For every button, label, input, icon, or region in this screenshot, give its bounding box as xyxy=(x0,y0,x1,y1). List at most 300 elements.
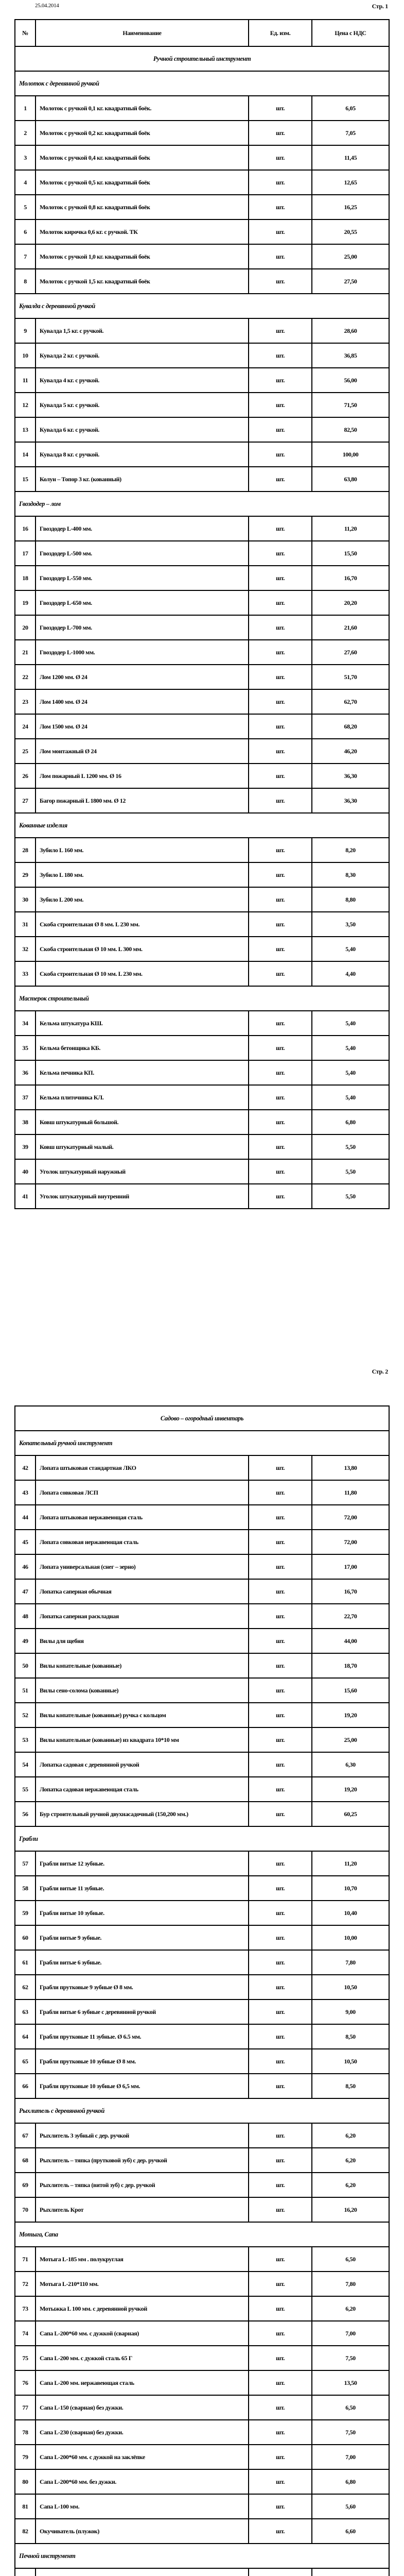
item-name xyxy=(36,2568,249,2576)
item-number: 34 xyxy=(15,1011,36,1036)
table-row xyxy=(15,862,389,887)
item-number: 53 xyxy=(15,1727,36,1752)
item-name: Уголок штукатурный наружный xyxy=(36,1159,249,1184)
item-price: 11,45 xyxy=(312,145,389,170)
item-number: 15 xyxy=(15,467,36,492)
item-name: Молоток с ручкой 0,4 кг. квадратный боёк xyxy=(36,145,249,170)
item-price: 21,60 xyxy=(312,615,389,640)
column-header-name: Наименование xyxy=(36,20,249,46)
document-date: 25.04.2014 xyxy=(35,3,59,9)
item-number: 75 xyxy=(15,2346,36,2370)
item-number: 78 xyxy=(15,2420,36,2445)
table-row xyxy=(15,195,389,219)
item-number: 39 xyxy=(15,1134,36,1159)
item-unit: шт. xyxy=(249,689,312,714)
item-name: Лопатка саперная раскладная xyxy=(36,1604,249,1629)
table-row xyxy=(15,2024,389,2049)
item-unit: шт. xyxy=(249,1975,312,1999)
item-unit: шт. xyxy=(249,121,312,145)
item-name: Багор пожарный L 1800 мм. Ø 12 xyxy=(36,788,249,813)
table-row xyxy=(15,1455,389,1480)
item-unit: шт. xyxy=(249,2173,312,2197)
item-price: 82,50 xyxy=(312,417,389,442)
item-number xyxy=(15,2568,36,2576)
table-row xyxy=(15,566,389,590)
table-row xyxy=(15,2568,389,2576)
item-number: 1 xyxy=(15,96,36,121)
item-number: 14 xyxy=(15,442,36,467)
item-unit: шт. xyxy=(249,788,312,813)
item-name: Ковш штукатурный малый. xyxy=(36,1134,249,1159)
item-price: 60,25 xyxy=(312,1802,389,1826)
item-unit: шт. xyxy=(249,195,312,219)
item-unit: шт. xyxy=(249,1505,312,1530)
table-row xyxy=(15,1752,389,1777)
table-row xyxy=(15,590,389,615)
table-row xyxy=(15,912,389,937)
item-unit: шт. xyxy=(249,764,312,788)
item-price: 16,70 xyxy=(312,566,389,590)
table-row xyxy=(15,516,389,541)
item-number: 32 xyxy=(15,937,36,961)
item-name: Скоба строительная Ø 8 мм. L 230 мм. xyxy=(36,912,249,937)
item-name: Кувалда 5 кг. с ручкой. xyxy=(36,393,249,417)
item-number: 71 xyxy=(15,2247,36,2272)
table-row xyxy=(15,2296,389,2321)
item-name: Лом 1400 мм. Ø 24 xyxy=(36,689,249,714)
item-name: Кувалда 8 кг. с ручкой. xyxy=(36,442,249,467)
table-row xyxy=(15,1530,389,1554)
item-price: 36,30 xyxy=(312,764,389,788)
item-price: 6,20 xyxy=(312,2296,389,2321)
page-number-2: Стр. 2 xyxy=(372,1368,388,1375)
item-name: Молоток с ручкой 1,5 кг. квадратный боёк xyxy=(36,269,249,294)
item-name: Лопата совковая ЛСП xyxy=(36,1480,249,1505)
item-name: Лом 1200 мм. Ø 24 xyxy=(36,665,249,689)
table-row xyxy=(15,541,389,566)
item-unit: шт. xyxy=(249,2296,312,2321)
item-name: Грабли витые 6 зубные с деревянной ручкой xyxy=(36,1999,249,2024)
item-number: 41 xyxy=(15,1184,36,1209)
item-unit: шт. xyxy=(249,2024,312,2049)
item-number: 17 xyxy=(15,541,36,566)
item-number: 5 xyxy=(15,195,36,219)
item-number: 45 xyxy=(15,1530,36,1554)
item-unit: шт. xyxy=(249,1653,312,1678)
item-number: 10 xyxy=(15,343,36,368)
table-row xyxy=(15,1727,389,1752)
item-name: Сапа L-200*60 мм. без дужки. xyxy=(36,2469,249,2494)
item-unit xyxy=(249,2568,312,2576)
item-unit: шт. xyxy=(249,170,312,195)
item-name: Вилы копательные (кованные) ручка с кольцом xyxy=(36,1703,249,1727)
item-name: Вилы сено-солома (кованные) xyxy=(36,1678,249,1703)
item-price: 5,40 xyxy=(312,1060,389,1085)
item-price: 13,80 xyxy=(312,1455,389,1480)
item-unit: шт. xyxy=(249,2494,312,2519)
table-row xyxy=(15,1851,389,1876)
item-number: 72 xyxy=(15,2272,36,2296)
item-unit: шт. xyxy=(249,1530,312,1554)
item-unit: шт. xyxy=(249,1876,312,1901)
item-unit: шт. xyxy=(249,269,312,294)
item-name: Кельма бетонщика КБ. xyxy=(36,1036,249,1060)
table-title-row xyxy=(15,1406,389,1431)
item-price: 6,80 xyxy=(312,2469,389,2494)
item-price: 6,05 xyxy=(312,96,389,121)
item-name: Вилы копательные (кованные) из квадрата 10*10 мм xyxy=(36,1727,249,1752)
item-number: 61 xyxy=(15,1950,36,1975)
item-price: 8,50 xyxy=(312,2074,389,2098)
item-unit: шт. xyxy=(249,714,312,739)
column-header-price: Цена с НДС xyxy=(312,20,389,46)
item-number: 36 xyxy=(15,1060,36,1085)
item-name: Ковш штукатурный большой. xyxy=(36,1110,249,1134)
section-title: Молоток с деревянной ручкой xyxy=(15,71,389,96)
item-price: 100,00 xyxy=(312,442,389,467)
item-price: 10,50 xyxy=(312,1975,389,1999)
item-number: 31 xyxy=(15,912,36,937)
item-name: Молоток с ручкой 0,5 кг. квадратный боёк xyxy=(36,170,249,195)
item-price: 7,00 xyxy=(312,2321,389,2346)
item-name: Сапа L-200*60 мм. с дужкой (сварная) xyxy=(36,2321,249,2346)
item-price: 7,00 xyxy=(312,2445,389,2469)
item-name: Вилы для щебня xyxy=(36,1629,249,1653)
table-row xyxy=(15,2494,389,2519)
item-unit: шт. xyxy=(249,1999,312,2024)
item-name: Кельма плиточника КЛ. xyxy=(36,1085,249,1110)
item-name: Скоба строительная Ø 10 мм. L 300 мм. xyxy=(36,937,249,961)
item-number: 11 xyxy=(15,368,36,393)
table-row xyxy=(15,1036,389,1060)
section-title: Мастерок строительный xyxy=(15,986,389,1011)
table-row xyxy=(15,467,389,492)
item-unit: шт. xyxy=(249,566,312,590)
item-price: 72,00 xyxy=(312,1505,389,1530)
item-name: Грабли прутковые 10 зубные Ø 8 мм. xyxy=(36,2049,249,2074)
item-price: 7,05 xyxy=(312,121,389,145)
section-header-row xyxy=(15,492,389,516)
table-row xyxy=(15,2197,389,2222)
item-price: 5,40 xyxy=(312,1085,389,1110)
item-unit: шт. xyxy=(249,2469,312,2494)
item-number: 38 xyxy=(15,1110,36,1134)
table-row xyxy=(15,1505,389,1530)
item-number: 58 xyxy=(15,1876,36,1901)
item-name: Лопата совковая нержавеющая сталь xyxy=(36,1530,249,1554)
table-row xyxy=(15,1703,389,1727)
table-row xyxy=(15,1876,389,1901)
item-number: 49 xyxy=(15,1629,36,1653)
table-title-row xyxy=(15,46,389,71)
item-price: 7,50 xyxy=(312,2420,389,2445)
section-header-row xyxy=(15,986,389,1011)
item-number: 25 xyxy=(15,739,36,764)
table-row xyxy=(15,665,389,689)
item-name: Кувалда 4 кг. с ручкой. xyxy=(36,368,249,393)
item-name: Гвоздодер L-400 мм. xyxy=(36,516,249,541)
item-number: 76 xyxy=(15,2370,36,2395)
item-name: Скоба строительная Ø 10 мм. L 230 мм. xyxy=(36,961,249,986)
item-unit: шт. xyxy=(249,417,312,442)
item-name: Грабли витые 11 зубные. xyxy=(36,1876,249,1901)
item-unit: шт. xyxy=(249,2247,312,2272)
section-header-row xyxy=(15,2222,389,2247)
item-name: Зубило L 160 мм. xyxy=(36,838,249,862)
table-row xyxy=(15,393,389,417)
table-row xyxy=(15,368,389,393)
item-number: 20 xyxy=(15,615,36,640)
item-unit: шт. xyxy=(249,1184,312,1209)
item-unit: шт. xyxy=(249,739,312,764)
item-name: Лопатка саперная обычная xyxy=(36,1579,249,1604)
item-price: 10,70 xyxy=(312,1876,389,1901)
item-number: 37 xyxy=(15,1085,36,1110)
item-name: Уголок штукатурный внутренний xyxy=(36,1184,249,1209)
item-number: 59 xyxy=(15,1901,36,1925)
item-unit: шт. xyxy=(249,1579,312,1604)
item-number: 48 xyxy=(15,1604,36,1629)
item-unit: шт. xyxy=(249,1777,312,1802)
item-price: 7,80 xyxy=(312,2272,389,2296)
item-name: Сапа L-200*60 мм. с дужкой на заклёпке xyxy=(36,2445,249,2469)
item-price: 27,60 xyxy=(312,640,389,665)
item-unit: шт. xyxy=(249,2395,312,2420)
item-price: 16,20 xyxy=(312,2197,389,2222)
table-row xyxy=(15,1629,389,1653)
item-number: 79 xyxy=(15,2445,36,2469)
item-price: 11,20 xyxy=(312,516,389,541)
table-row xyxy=(15,838,389,862)
table-row xyxy=(15,442,389,467)
table-title: Садово – огородный инвентарь xyxy=(15,1406,389,1431)
table-row xyxy=(15,2445,389,2469)
item-name: Грабли витые 12 зубные. xyxy=(36,1851,249,1876)
table-title: Ручной строительный инструмент xyxy=(15,46,389,71)
item-number: 3 xyxy=(15,145,36,170)
item-number: 81 xyxy=(15,2494,36,2519)
item-unit: шт. xyxy=(249,442,312,467)
item-name: Кельма штукатура КШ. xyxy=(36,1011,249,1036)
item-price: 13,50 xyxy=(312,2370,389,2395)
item-price: 36,30 xyxy=(312,788,389,813)
item-price: 20,20 xyxy=(312,590,389,615)
item-unit: шт. xyxy=(249,2420,312,2445)
table-row xyxy=(15,1777,389,1802)
item-number: 19 xyxy=(15,590,36,615)
section-header-row xyxy=(15,71,389,96)
item-number: 23 xyxy=(15,689,36,714)
item-name: Лопата штыковая нержавеющая сталь xyxy=(36,1505,249,1530)
item-unit: шт. xyxy=(249,318,312,343)
item-price: 5,60 xyxy=(312,2494,389,2519)
item-price: 18,70 xyxy=(312,1653,389,1678)
item-price: 7,80 xyxy=(312,1950,389,1975)
item-name: Рыхлитель – тяпка (витой зуб) с дер. ручкой xyxy=(36,2173,249,2197)
table-row xyxy=(15,1480,389,1505)
item-number: 42 xyxy=(15,1455,36,1480)
item-price: 19,20 xyxy=(312,1777,389,1802)
item-name: Лопатка садовая с деревянной ручкой xyxy=(36,1752,249,1777)
table-row xyxy=(15,269,389,294)
item-price: 22,70 xyxy=(312,1604,389,1629)
item-name: Вилы копательные (кованные) xyxy=(36,1653,249,1678)
item-unit: шт. xyxy=(249,467,312,492)
item-price: 5,50 xyxy=(312,1134,389,1159)
item-price: 63,80 xyxy=(312,467,389,492)
table-row xyxy=(15,145,389,170)
item-number: 7 xyxy=(15,244,36,269)
table-body xyxy=(15,1406,389,2576)
item-unit: шт. xyxy=(249,1901,312,1925)
table-row xyxy=(15,714,389,739)
item-unit: шт. xyxy=(249,590,312,615)
table-row xyxy=(15,1604,389,1629)
item-price: 25,00 xyxy=(312,244,389,269)
item-price: 27,50 xyxy=(312,269,389,294)
section-title: Грабли xyxy=(15,1826,389,1851)
item-price: 5,40 xyxy=(312,1011,389,1036)
item-unit: шт. xyxy=(249,1752,312,1777)
item-unit: шт. xyxy=(249,1480,312,1505)
table-row xyxy=(15,1653,389,1678)
item-name: Кувалда 1,5 кг. с ручкой. xyxy=(36,318,249,343)
item-unit: шт. xyxy=(249,1950,312,1975)
item-number: 51 xyxy=(15,1678,36,1703)
section-title: Копательный ручной инструмент xyxy=(15,1431,389,1455)
table-row xyxy=(15,343,389,368)
table-row xyxy=(15,1159,389,1184)
item-unit: шт. xyxy=(249,2148,312,2173)
item-name: Лопата штыковая стандартная ЛКО xyxy=(36,1455,249,1480)
item-name: Рыхлитель Крот xyxy=(36,2197,249,2222)
item-name: Лом монтажный Ø 24 xyxy=(36,739,249,764)
price-table-page-2 xyxy=(14,1405,390,2576)
item-number: 27 xyxy=(15,788,36,813)
item-name: Кельма печника КП. xyxy=(36,1060,249,1085)
item-name: Грабли прутковые 9 зубные Ø 8 мм. xyxy=(36,1975,249,1999)
item-number: 57 xyxy=(15,1851,36,1876)
item-unit: шт. xyxy=(249,615,312,640)
item-unit: шт. xyxy=(249,1727,312,1752)
table-row xyxy=(15,2519,389,2544)
table-row xyxy=(15,764,389,788)
table-row xyxy=(15,1975,389,1999)
item-price: 19,20 xyxy=(312,1703,389,1727)
table-row xyxy=(15,1011,389,1036)
item-price: 20,55 xyxy=(312,219,389,244)
item-unit: шт. xyxy=(249,838,312,862)
item-name: Гвоздодер L-550 мм. xyxy=(36,566,249,590)
table-row xyxy=(15,2247,389,2272)
item-price: 68,20 xyxy=(312,714,389,739)
item-unit: шт. xyxy=(249,219,312,244)
item-number: 2 xyxy=(15,121,36,145)
item-number: 40 xyxy=(15,1159,36,1184)
item-price: 6,20 xyxy=(312,2123,389,2148)
item-price: 9,00 xyxy=(312,1999,389,2024)
item-price: 17,00 xyxy=(312,1554,389,1579)
item-name: Лопата универсальная (снег – зерно) xyxy=(36,1554,249,1579)
item-price: 4,40 xyxy=(312,961,389,986)
table-row xyxy=(15,2173,389,2197)
item-number: 8 xyxy=(15,269,36,294)
item-name: Грабли прутковые 11 зубные. Ø 6.5 мм. xyxy=(36,2024,249,2049)
table-row xyxy=(15,1060,389,1085)
item-unit: шт. xyxy=(249,862,312,887)
item-number: 74 xyxy=(15,2321,36,2346)
item-name: Рыхлитель – тяпка (прутковой зуб) с дер. ручкой xyxy=(36,2148,249,2173)
item-number: 6 xyxy=(15,219,36,244)
item-number: 29 xyxy=(15,862,36,887)
item-number: 73 xyxy=(15,2296,36,2321)
item-name: Гвоздодер L-500 мм. xyxy=(36,541,249,566)
item-price: 6,50 xyxy=(312,2247,389,2272)
item-number: 46 xyxy=(15,1554,36,1579)
item-price: 6,60 xyxy=(312,2519,389,2544)
item-price: 6,50 xyxy=(312,2395,389,2420)
item-unit: шт. xyxy=(249,2321,312,2346)
section-header-row xyxy=(15,2544,389,2568)
section-title: Кованные изделия xyxy=(15,813,389,838)
item-number: 67 xyxy=(15,2123,36,2148)
column-header-unit: Ед. изм. xyxy=(249,20,312,46)
item-name: Гвоздодер L-1000 мм. xyxy=(36,640,249,665)
item-unit: шт. xyxy=(249,665,312,689)
item-unit: шт. xyxy=(249,1554,312,1579)
item-number: 80 xyxy=(15,2469,36,2494)
item-unit: шт. xyxy=(249,244,312,269)
item-number: 82 xyxy=(15,2519,36,2544)
section-title: Кувалда с деревянной ручкой xyxy=(15,294,389,318)
item-name: Молоток с ручкой 0,1 кг. квадратный боёк. xyxy=(36,96,249,121)
item-unit: шт. xyxy=(249,1036,312,1060)
item-number: 47 xyxy=(15,1579,36,1604)
table-row xyxy=(15,1085,389,1110)
item-unit: шт. xyxy=(249,1134,312,1159)
item-name: Молоток с ручкой 0,2 кг. квадратный боёк xyxy=(36,121,249,145)
item-unit: шт. xyxy=(249,96,312,121)
item-name: Окучиватель (плужок) xyxy=(36,2519,249,2544)
item-name: Молоток с ручкой 0,8 кг. квадратный боёк xyxy=(36,195,249,219)
item-number: 24 xyxy=(15,714,36,739)
item-price: 8,30 xyxy=(312,862,389,887)
item-unit: шт. xyxy=(249,937,312,961)
table-row xyxy=(15,121,389,145)
section-header-row xyxy=(15,294,389,318)
item-unit: шт. xyxy=(249,1110,312,1134)
table-row xyxy=(15,2469,389,2494)
item-unit: шт. xyxy=(249,516,312,541)
item-number: 52 xyxy=(15,1703,36,1727)
item-name: Лом пожарный L 1200 мм. Ø 16 xyxy=(36,764,249,788)
item-unit: шт. xyxy=(249,393,312,417)
item-name: Сапа L-230 (сварная) без дужки. xyxy=(36,2420,249,2445)
item-unit: шт. xyxy=(249,2370,312,2395)
item-price: 6,80 xyxy=(312,1110,389,1134)
item-name: Зубило L 180 мм. xyxy=(36,862,249,887)
item-price: 3,50 xyxy=(312,912,389,937)
item-name: Сапа L-150 (сварная) без дужки. xyxy=(36,2395,249,2420)
item-name: Лом 1500 мм. Ø 24 xyxy=(36,714,249,739)
item-unit: шт. xyxy=(249,1703,312,1727)
item-number: 69 xyxy=(15,2173,36,2197)
table-row xyxy=(15,2123,389,2148)
item-price: 11,80 xyxy=(312,1480,389,1505)
item-price: 46,20 xyxy=(312,739,389,764)
item-number: 70 xyxy=(15,2197,36,2222)
item-number: 9 xyxy=(15,318,36,343)
